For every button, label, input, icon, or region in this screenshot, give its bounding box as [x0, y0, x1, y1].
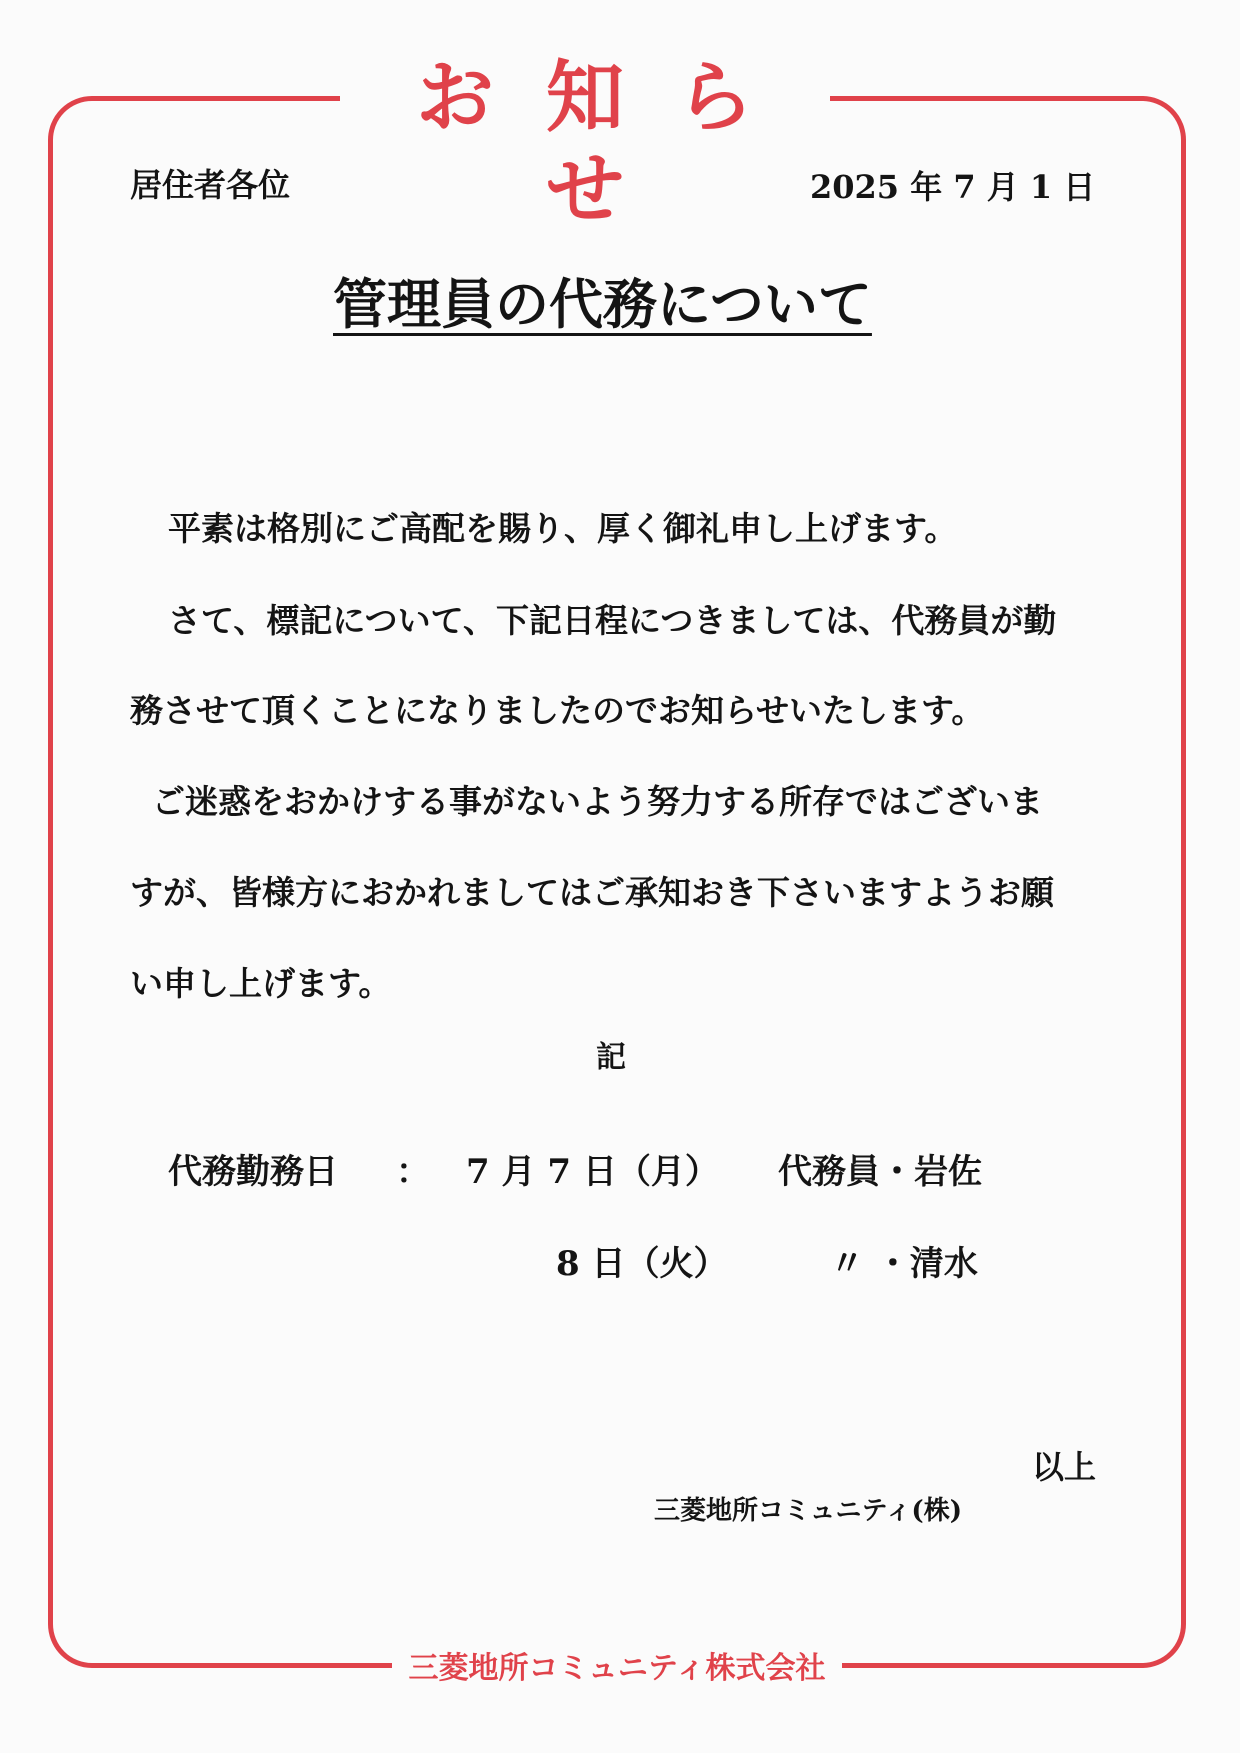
schedule-label: 代務勤務日 [168, 1152, 338, 1192]
body-line: ご迷惑をおかけする事がないよう努力する所存ではございま [152, 782, 1043, 821]
company-footer: 三菱地所コミュニティ株式会社 [392, 1640, 842, 1698]
body-line: 務させて頂くことになりましたのでお知らせいたします。 [130, 691, 985, 730]
notice-subject: 管理員の代務について [333, 272, 872, 336]
closing-mark: 以上 [1032, 1448, 1097, 1486]
addressee: 居住者各位 [130, 166, 291, 204]
schedule-worker: 〃 ・清水 [830, 1244, 978, 1284]
signature: 三菱地所コミュニティ(株) [654, 1496, 963, 1526]
body-line: 平素は格別にご高配を賜り、厚く御礼申し上げます。 [168, 509, 958, 548]
ki-marker: 記 [596, 1040, 626, 1075]
schedule-worker: 代務員・岩佐 [778, 1152, 982, 1192]
schedule-date: 7 月 7 日（月） [466, 1152, 719, 1192]
body-line: すが、皆様方におかれましてはご承知おき下さいますようお願 [130, 873, 1054, 912]
body-line: さて、標記について、下記日程につきましては、代務員が勤 [168, 601, 1057, 640]
schedule-colon: ： [396, 1152, 430, 1192]
issue-date: 2025 年 7 月 1 日 [810, 168, 1096, 206]
body-line: い申し上げます。 [130, 964, 392, 1003]
notice-header: お知らせ [340, 52, 830, 144]
schedule-date: 8 日（火） [556, 1244, 728, 1284]
